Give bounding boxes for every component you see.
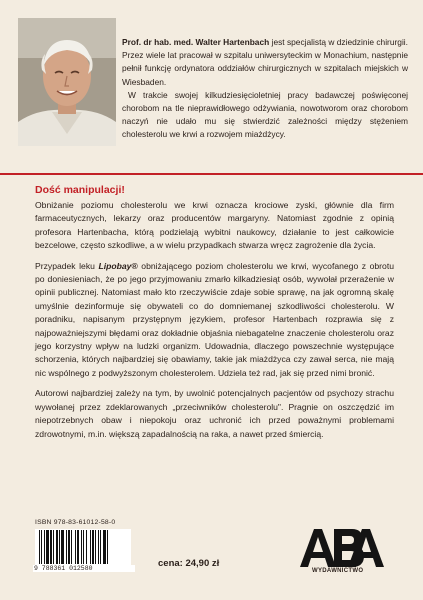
barcode-bar bbox=[53, 530, 54, 564]
isbn-label: ISBN 978-83-61012-58-0 bbox=[35, 519, 116, 526]
barcode-bar bbox=[59, 530, 60, 564]
red-divider bbox=[0, 173, 423, 175]
blurb-text-segment: Przypadek leku bbox=[35, 260, 99, 271]
bio-paragraph bbox=[122, 36, 408, 89]
blurb-paragraph-3: Autorowi najbardziej zależy na tym, by uwolnić potencjalnych pacjentów od psychozy strachu wywołanej przez zdeklarowanych „przeciwników cholesterolu". Pragnie on oszczędzić im niepotrzebnych obaw i niepokoju oraz uchronić ich przed poważnymi problemami zdrowotnymi, m.in. większą zapadalnością na raka, a nawet przed śmiercią. bbox=[35, 388, 394, 439]
barcode-bar bbox=[75, 530, 76, 564]
barcode-bar bbox=[90, 530, 91, 564]
blurb-paragraph-1: Obniżanie poziomu cholesterolu we krwi oznacza krociowe zyski, głównie dla firm farmaceutycznych, lekarzy oraz producentów margaryny. Natomiast zgodnie z opinią profesora Hartenbacha, którą podzielają wybitni naukowcy, działanie to jest całkowicie bezcelowe, często szkodliwe, a w wielu przypadkach stwarza wręcz zagrożenie dla życia. bbox=[35, 200, 394, 251]
barcode-bar bbox=[46, 530, 49, 564]
price-label: cena: 24,90 zł bbox=[158, 558, 220, 569]
bio-paragraph-text: jest specjalistą w dziedzinie chirurgii. Przez wiele lat pracował w szpitalu uniwersyteckim w Monachium, następnie pełnił funkcję ordynatora oddziałów chirurgicznych w szpitalach miejskich w Wiesbaden. bbox=[122, 37, 408, 87]
barcode-bar bbox=[41, 530, 42, 564]
barcode-bar bbox=[81, 530, 82, 564]
barcode-bar bbox=[39, 530, 40, 564]
barcode-bar bbox=[86, 530, 87, 564]
blurb-text bbox=[35, 199, 394, 448]
barcode-bar bbox=[95, 530, 96, 564]
blurb-paragraph-2 bbox=[35, 260, 394, 381]
barcode-bar bbox=[77, 530, 79, 564]
barcode-bar bbox=[50, 530, 52, 564]
barcode-bar bbox=[92, 530, 94, 564]
author-photo bbox=[18, 18, 116, 146]
barcode-bar bbox=[56, 530, 58, 564]
barcode-bar bbox=[103, 530, 106, 564]
barcode-bar bbox=[61, 530, 64, 564]
barcode-number: 9 788361 012580 bbox=[33, 565, 135, 572]
barcode-bar bbox=[44, 530, 45, 564]
author-bio bbox=[122, 36, 408, 142]
barcode-bar bbox=[83, 530, 84, 564]
barcode-bar bbox=[100, 530, 101, 564]
drug-name: Lipobay® bbox=[98, 260, 138, 271]
author-name: Prof. dr hab. med. Walter Hartenbach bbox=[122, 37, 270, 47]
barcode-bar bbox=[98, 530, 99, 564]
barcode-bar bbox=[107, 530, 108, 564]
barcode-bar bbox=[68, 530, 70, 564]
barcode-bar bbox=[66, 530, 67, 564]
bio-paragraph-research: W trakcie swojej kilkudziesięcioletniej pracy badawczej poświęconej chorobom na tle nieprawidłowego odżywiania, nowotworom oraz chorobom naczyń nie udało mu się stwierdzić zależności między stężeniem cholesterolu we krwi a rozwojem miażdżycy. bbox=[122, 89, 408, 140]
barcode-bar bbox=[71, 530, 72, 564]
section-heading: Dość manipulacji! bbox=[35, 184, 125, 196]
publisher-name: WYDAWNICTWO bbox=[312, 568, 364, 574]
blurb-text-segment: obniżającego poziom cholesterolu we krwi, wycofanego z obrotu po doniesieniach, że po jego przyjmowaniu zmarło kilkadziesiąt osób, wywołał przerażenie w opinii publicznej. Natomiast mało kto rzeczywiście zdaje sobie sprawę, na jak ogromną skalę umyślnie dezinformuje się obywateli co do domniemanej szkodliwości cholesterolu. W poradniku, napisanym przystępnym językiem, profesor Hartenbach rozprawia się z najpoważniejszymi błędami oraz dokładnie objaśnia niebagatelne znaczenie cholesterolu oraz jego korzystny wpływ na ludzki organizm. Udowadnia, dlaczego powszechnie występujące schorzenia, których najbardziej się obawiamy, takie jak miażdżyca czy zawał serca, nie mają nic wspólnego z podwyższonym cholesterolem. Udziela też rad, jak się przed nimi bronić. bbox=[35, 260, 394, 378]
